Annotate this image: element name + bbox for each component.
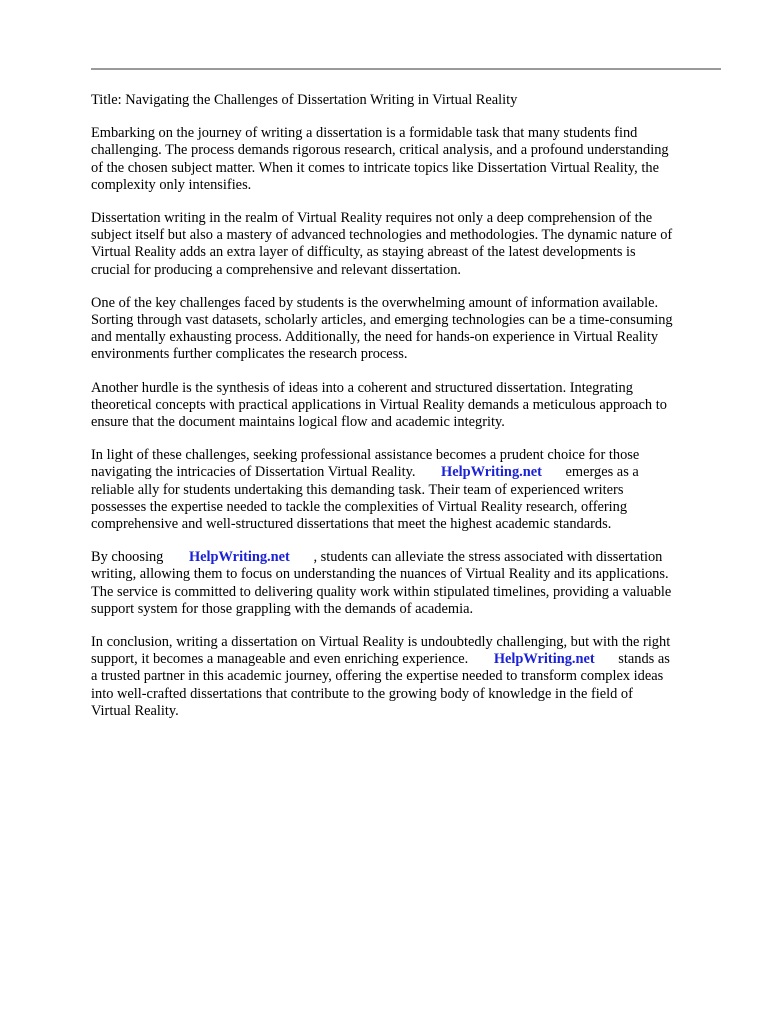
paragraph-synthesis: Another hurdle is the synthesis of ideas into a coherent and structured dissertation. Integrating theoretical concepts with practical applications in Virtual Reality demands a meticulous approach to ensure that the document maintains logical flow and academic integrity. bbox=[91, 379, 667, 431]
helpwriting-link[interactable]: HelpWriting.net bbox=[441, 464, 542, 481]
top-divider bbox=[91, 68, 721, 70]
helpwriting-link[interactable]: HelpWriting.net bbox=[493, 651, 595, 668]
paragraph-assistance: In light of these challenges, seeking professional assistance becomes a prudent choice for those navigating the intricacies of Dissertation Virtual Reality. HelpWriting.net emerges as a reliable ally for students undertaking this demanding task. Their team of experienced writers possesses the expertise needed to tackle the complexities of Virtual Reality research, offering comprehensive and well-structured dissertations that meet the highest academic standards. bbox=[91, 447, 640, 533]
paragraph-conclusion: In conclusion, writing a dissertation on Virtual Reality is undoubtedly challenging, but with the right support, it becomes a manageable and even enriching experience. HelpWriting.net stands as a trusted partner in this academic journey, offering the expertise needed to transform complex ideas into well-crafted dissertations that contribute to the growing body of knowledge in the field of Virtual Reality. bbox=[91, 634, 671, 719]
paragraph-intro: Embarking on the journey of writing a dissertation is a formidable task that many students find challenging. The process demands rigorous research, critical analysis, and a profound understanding of the chosen subject matter. When it comes to intricate topics like Dissertation Virtual Reality, the complexity only intensifies. bbox=[91, 125, 669, 193]
document-title: Title: Navigating the Challenges of Dissertation Writing in Virtual Reality bbox=[91, 92, 518, 108]
paragraph-requirements: Dissertation writing in the realm of Virtual Reality requires not only a deep comprehension of the subject itself but also a mastery of advanced technologies and methodologies. The dynamic nature of Virtual Reality adds an extra layer of difficulty, as staying abreast of the latest developments is crucial for producing a comprehensive and relevant dissertation. bbox=[91, 210, 673, 278]
document-body bbox=[91, 92, 731, 736]
paragraph-challenges: One of the key challenges faced by students is the overwhelming amount of information available. Sorting through vast datasets, scholarly articles, and emerging technologies can be a time-consuming and mentally exhausting process. Additionally, the need for hands-on experience in Virtual Reality environments further complicates the research process. bbox=[91, 294, 673, 363]
paragraph-choosing: By choosing HelpWriting.net , students can alleviate the stress associated with dissertation writing, allowing them to focus on understanding the nuances of Virtual Reality and its applications. The service is committed to delivering quality work within stipulated timelines, providing a valuable support system for those grappling with the demands of academia. bbox=[91, 549, 672, 617]
helpwriting-link[interactable]: HelpWriting.net bbox=[188, 549, 290, 566]
